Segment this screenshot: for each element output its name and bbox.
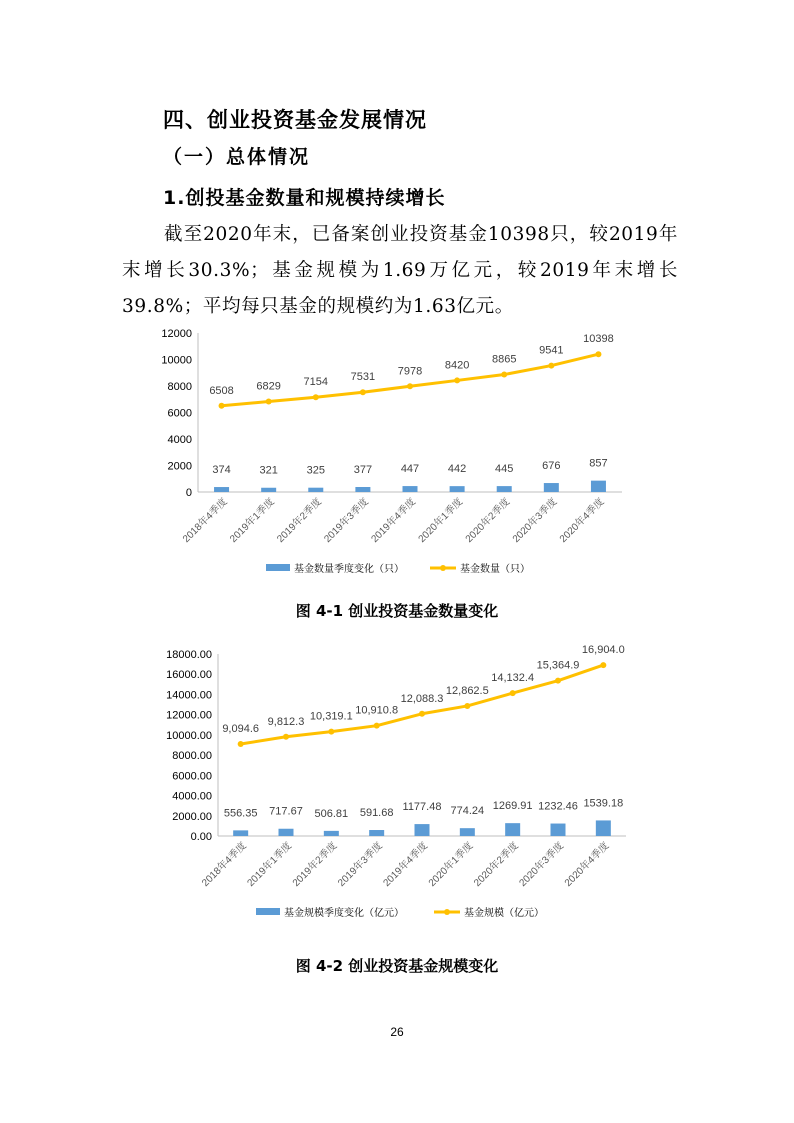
bar <box>369 830 384 836</box>
x-tick-label: 2019年2季度 <box>290 840 340 890</box>
bar-data-label: 1539.18 <box>583 797 624 810</box>
line-data-label: 14,132.4 <box>491 672 535 685</box>
topic-heading: 1.创投基金数量和规模持续增长 <box>163 187 446 209</box>
bar <box>460 828 475 836</box>
bar-data-label: 447 <box>400 463 420 476</box>
bar <box>403 486 418 492</box>
line-point <box>595 351 601 357</box>
y-tick-label: 6000.00 <box>172 770 212 783</box>
line-data-label: 8420 <box>444 359 470 372</box>
x-tick-label: 2019年3季度 <box>322 496 372 546</box>
figure-caption-2: 图 4-2 创业投资基金规模变化 <box>295 957 499 975</box>
line-data-label: 12,862.5 <box>445 684 489 697</box>
bar-data-label: 445 <box>495 463 514 476</box>
bar <box>261 488 276 492</box>
line-data-label: 15,364.9 <box>536 659 580 672</box>
legend-line-marker <box>444 909 450 915</box>
bar-data-label: 1177.48 <box>402 801 442 814</box>
bar <box>551 824 566 836</box>
bar-data-label: 591.68 <box>359 807 394 820</box>
bar-data-label: 325 <box>306 464 325 477</box>
body-paragraph: 截至2020年末，已备案创业投资基金10398只，较2019年末增长30.3%；基金规模为1.69万亿元，较2019年末增长39.8%；平均每只基金的规模约为1.63亿元。 <box>122 224 678 317</box>
bar-data-label: 857 <box>589 457 608 470</box>
line-data-label: 12,088.3 <box>400 692 444 705</box>
legend-bar-label: 基金规模季度变化（亿元） <box>284 908 404 919</box>
bar <box>324 831 339 836</box>
line-point <box>238 741 244 747</box>
y-tick-label: 2000.00 <box>172 810 212 823</box>
legend-line-label: 基金数量（只） <box>460 564 530 575</box>
bar <box>544 483 559 492</box>
x-tick-label: 2020年1季度 <box>426 840 476 890</box>
line-point <box>360 389 366 395</box>
y-tick-label: 14000.00 <box>166 689 212 702</box>
y-tick-label: 12000 <box>161 328 192 340</box>
fund-scale-chart <box>150 640 650 930</box>
line-point <box>419 711 425 717</box>
line-point <box>454 377 460 383</box>
subsection-heading: （一）总体情况 <box>163 146 311 168</box>
y-tick-label: 6000 <box>167 407 192 420</box>
bar-data-label: 374 <box>212 464 231 477</box>
y-tick-label: 0.00 <box>190 831 212 843</box>
y-tick-label: 4000.00 <box>172 790 212 803</box>
x-tick-label: 2020年3季度 <box>517 840 567 890</box>
y-tick-label: 2000 <box>167 460 192 473</box>
x-tick-label: 2019年4季度 <box>369 496 419 546</box>
y-tick-label: 16000.00 <box>166 669 212 682</box>
legend-line-label: 基金规模（亿元） <box>464 908 544 919</box>
bar <box>214 487 229 492</box>
line-point <box>283 734 289 740</box>
y-tick-label: 18000.00 <box>166 649 212 661</box>
line-point <box>313 394 319 400</box>
line-data-label: 9,812.3 <box>267 715 305 728</box>
bar <box>233 830 248 836</box>
y-tick-label: 12000.00 <box>166 709 212 722</box>
bar <box>308 488 323 492</box>
line-point <box>501 372 507 378</box>
x-tick-label: 2018年4季度 <box>181 496 230 546</box>
line-point <box>328 729 334 735</box>
line-point <box>219 403 225 409</box>
bar-data-label: 377 <box>353 464 373 477</box>
legend-line-marker <box>440 565 446 571</box>
line-data-label: 8865 <box>491 353 517 366</box>
line-point <box>374 723 380 729</box>
x-tick-label: 2020年1季度 <box>416 496 466 546</box>
line-data-label: 10,910.8 <box>355 704 399 717</box>
bar-data-label: 676 <box>542 460 561 473</box>
section-heading: 四、创业投资基金发展情况 <box>163 108 427 132</box>
line-data-label: 6829 <box>256 380 281 393</box>
line-data-label: 9541 <box>539 344 564 357</box>
x-tick-label: 2019年2季度 <box>275 496 324 546</box>
x-tick-label: 2020年4季度 <box>557 496 607 546</box>
bar <box>450 486 465 492</box>
x-tick-label: 2020年2季度 <box>472 840 521 890</box>
legend-bar-swatch <box>266 564 290 571</box>
figure-caption-1: 图 4-1 创业投资基金数量变化 <box>295 602 499 620</box>
line-point <box>600 662 606 668</box>
line-point <box>555 678 561 684</box>
y-tick-label: 10000 <box>161 354 192 367</box>
bar <box>497 486 512 492</box>
x-tick-label: 2019年4季度 <box>381 840 431 890</box>
line-data-label: 7154 <box>303 376 329 389</box>
line-data-label: 10,319.1 <box>309 710 353 723</box>
bar <box>415 824 430 836</box>
bar-data-label: 506.81 <box>314 807 349 820</box>
line-point <box>510 690 516 696</box>
line-point <box>464 703 470 709</box>
x-tick-label: 2019年1季度 <box>228 496 277 546</box>
bar <box>596 820 611 836</box>
bar-data-label: 556.35 <box>223 807 258 820</box>
bar <box>279 829 294 836</box>
x-tick-label: 2019年3季度 <box>336 840 385 890</box>
line-data-label: 16,904.0 <box>581 644 625 657</box>
line-data-label: 10398 <box>583 333 614 346</box>
page-number: 26 <box>390 1025 404 1039</box>
line-data-label: 9,094.6 <box>222 723 260 736</box>
fund-count-chart <box>150 320 650 580</box>
bar-data-label: 321 <box>259 464 278 477</box>
bar <box>355 487 370 492</box>
y-tick-label: 0 <box>185 487 192 499</box>
x-tick-label: 2018年4季度 <box>200 840 249 890</box>
line-point <box>266 399 272 405</box>
y-tick-label: 4000 <box>167 434 192 446</box>
bar-data-label: 717.67 <box>269 805 303 818</box>
bar-data-label: 774.24 <box>450 805 485 818</box>
line-data-label: 7531 <box>350 371 376 384</box>
line-data-label: 7978 <box>397 365 423 378</box>
y-tick-label: 8000.00 <box>172 750 212 763</box>
bar <box>505 823 520 836</box>
bar <box>591 481 606 492</box>
y-tick-label: 10000.00 <box>166 729 212 742</box>
y-tick-label: 8000 <box>167 381 192 393</box>
line-point <box>548 363 554 369</box>
bar-data-label: 1232.46 <box>538 800 578 813</box>
legend-bar-label: 基金数量季度变化（只） <box>294 564 404 575</box>
x-tick-label: 2020年3季度 <box>510 496 560 546</box>
bar-data-label: 1269.91 <box>492 800 533 813</box>
legend-bar-swatch <box>256 908 280 915</box>
x-tick-label: 2019年1季度 <box>245 840 295 890</box>
bar-data-label: 442 <box>447 463 467 476</box>
line-point <box>407 383 413 389</box>
x-tick-label: 2020年2季度 <box>463 496 513 546</box>
line-data-label: 6508 <box>209 384 234 397</box>
x-tick-label: 2020年4季度 <box>562 840 612 890</box>
